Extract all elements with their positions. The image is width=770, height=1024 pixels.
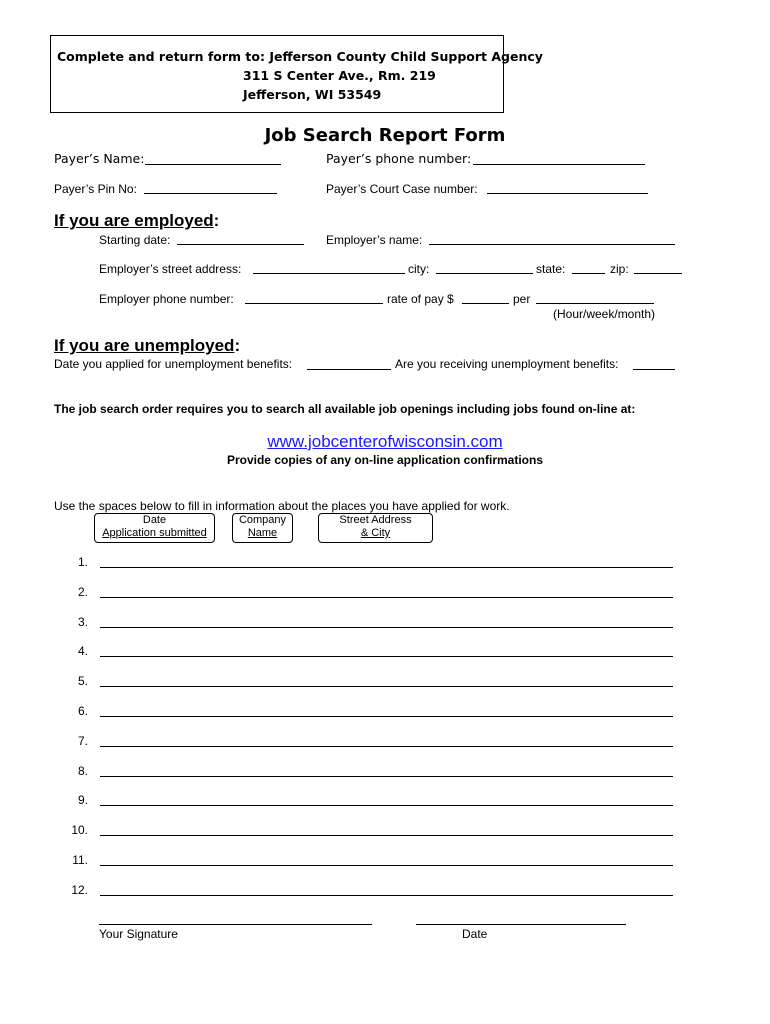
employer-state-field[interactable]	[572, 273, 605, 274]
entry-number: 1.	[77, 555, 88, 569]
confirmations-note: Provide copies of any on-line application confirmations	[226, 453, 544, 467]
unemployed-heading: If you are unemployed:	[54, 336, 241, 355]
unemployment-applied-label: Date you applied for unemployment benefits:	[54, 357, 293, 371]
address-column-header	[318, 513, 433, 543]
entry-number: 2.	[77, 585, 88, 599]
entry-number: 4.	[77, 644, 88, 658]
starting-date-label: Starting date:	[99, 233, 171, 247]
entry-line[interactable]	[100, 597, 673, 598]
entry-line[interactable]	[100, 746, 673, 747]
address-header-line-1: Street Address	[339, 514, 412, 526]
payer-case-label: Payer’s Court Case number:	[326, 182, 478, 196]
entry-line[interactable]	[100, 656, 673, 657]
employer-name-field[interactable]	[429, 244, 675, 245]
return-address-line-1: Complete and return form to: Jefferson County Child Support Agency	[57, 49, 543, 64]
entry-number: 11.	[72, 853, 88, 867]
date-header-line-1: Date	[142, 514, 167, 526]
signature-date-field[interactable]	[416, 924, 626, 925]
signature-label: Your Signature	[99, 927, 178, 941]
payer-pin-label: Payer’s Pin No:	[54, 182, 137, 196]
address-header-line-2: & City	[360, 527, 391, 539]
entry-line[interactable]	[100, 776, 673, 777]
employer-state-label: state:	[536, 262, 566, 276]
entry-number: 12.	[71, 883, 88, 897]
date-column-header	[94, 513, 215, 543]
employer-zip-field[interactable]	[634, 273, 682, 274]
employer-city-field[interactable]	[436, 273, 533, 274]
entry-line[interactable]	[100, 895, 673, 896]
website-link[interactable]: www.jobcenterofwisconsin.com	[267, 432, 503, 451]
pay-period-hint: (Hour/week/month)	[553, 307, 656, 321]
employer-street-field[interactable]	[253, 273, 405, 274]
unemployment-applied-field[interactable]	[307, 369, 391, 370]
employer-name-label: Employer’s name:	[326, 233, 423, 247]
signature-field[interactable]	[99, 924, 372, 925]
employed-heading: If you are employed:	[54, 211, 220, 230]
unemployment-receiving-label: Are you receiving unemployment benefits:	[395, 357, 619, 371]
employer-street-label: Employer’s street address:	[99, 262, 242, 276]
company-header-line-1: Company	[238, 514, 287, 526]
payer-name-label: Payer’s Name:	[54, 151, 145, 166]
employer-phone-label: Employer phone number:	[99, 292, 234, 306]
signature-date-label: Date	[462, 927, 488, 941]
entry-number: 10.	[71, 823, 88, 837]
rate-of-pay-field[interactable]	[462, 303, 509, 304]
company-column-header	[232, 513, 293, 543]
employer-city-label: city:	[408, 262, 430, 276]
employer-phone-field[interactable]	[245, 303, 383, 304]
instructions-text: Use the spaces below to fill in information about the places you have applied for work.	[54, 499, 510, 513]
job-search-requirement: The job search order requires you to search all available job openings including jobs found on-line at:	[54, 402, 636, 416]
entry-line[interactable]	[100, 716, 673, 717]
rate-of-pay-label: rate of pay $	[387, 292, 454, 306]
entry-number: 8.	[77, 764, 88, 778]
entry-line[interactable]	[100, 835, 673, 836]
payer-phone-field[interactable]	[473, 164, 645, 165]
return-address-line-2: 311 S Center Ave., Rm. 219	[243, 68, 436, 83]
entry-number: 3.	[77, 615, 88, 629]
starting-date-field[interactable]	[177, 244, 304, 245]
company-header-line-2: Name	[247, 527, 278, 539]
entry-number: 5.	[77, 674, 88, 688]
unemployment-receiving-field[interactable]	[633, 369, 675, 370]
payer-pin-field[interactable]	[144, 193, 277, 194]
entry-number: 6.	[77, 704, 88, 718]
return-address-line-3: Jefferson, WI 53549	[243, 87, 382, 102]
entry-number: 9.	[77, 793, 88, 807]
employer-zip-label: zip:	[610, 262, 629, 276]
entry-number: 7.	[77, 734, 88, 748]
entry-line[interactable]	[100, 627, 673, 628]
entry-line[interactable]	[100, 567, 673, 568]
entry-line[interactable]	[100, 805, 673, 806]
entry-line[interactable]	[100, 865, 673, 866]
payer-phone-label: Payer’s phone number:	[326, 151, 472, 166]
website-row	[0, 432, 770, 452]
payer-name-field[interactable]	[145, 164, 281, 165]
date-header-line-2: Application submitted	[102, 527, 207, 539]
pay-period-label: per	[513, 292, 531, 306]
page-title: Job Search Report Form	[264, 125, 506, 146]
pay-period-field[interactable]	[536, 303, 654, 304]
entry-line[interactable]	[100, 686, 673, 687]
payer-case-field[interactable]	[487, 193, 648, 194]
